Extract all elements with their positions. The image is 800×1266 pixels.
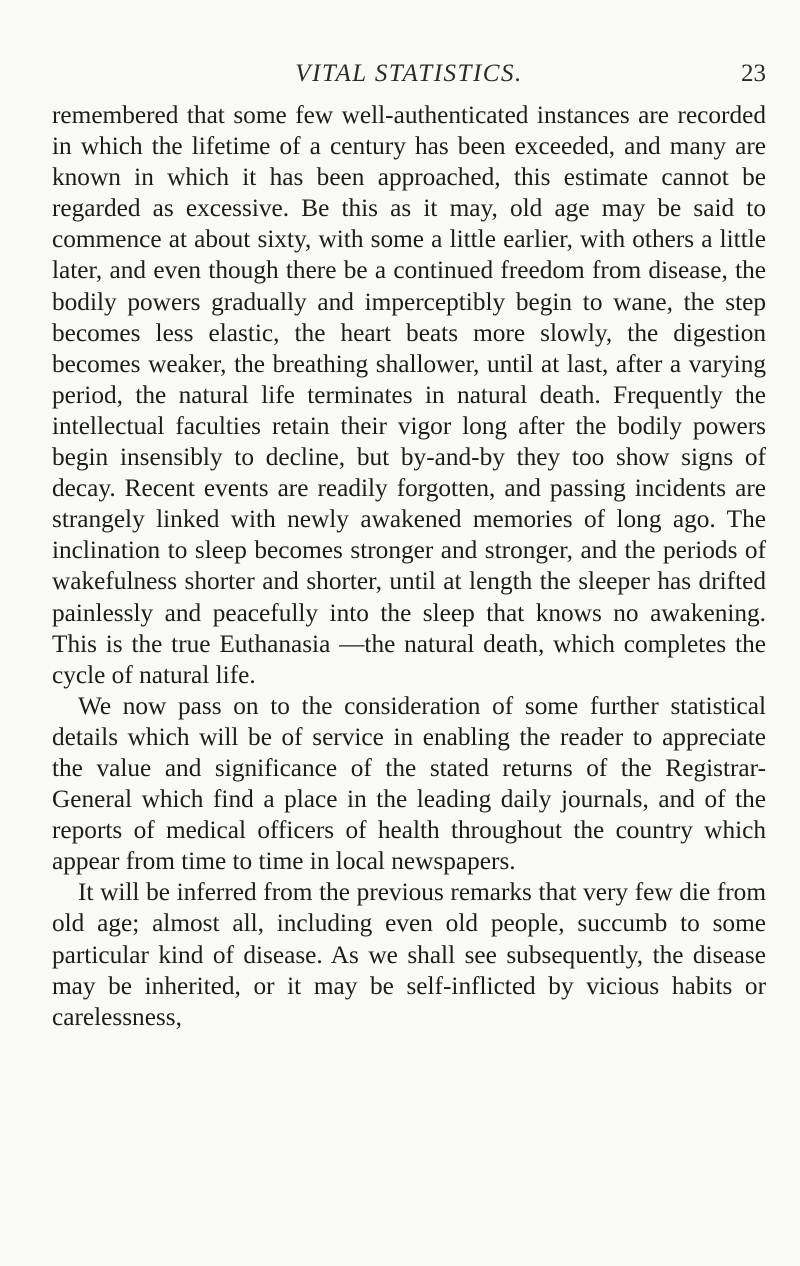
paragraph-continued: remembered that some few well-authenticated instances are recorded in which the lifetime of a century has been exceeded, and many are known in which it has been approached, this estimate cannot be regarded as excessive. Be this as it may, old age may be said to commence at about sixty, with some a little earlier, with others a little later, and even though there be a continued freedom from disease, the bodily powers gradually and imperceptibly begin to wane, the step becomes less elastic, the heart beats more slowly, the digestion becomes weaker, the breathing shallower, until at last, after a varying period, the natural life terminates in natural death. Frequently the intellectual faculties retain their vigor long after the bodily powers begin insensibly to decline, but by-and-by they too show signs of decay. Recent events are readily forgotten, and passing incidents are strangely linked with newly awakened memories of long ago. The inclination to sleep becomes stronger and stronger, and the periods of wakefulness shorter and shorter, until at length the sleeper has drifted painlessly and peacefully into the sleep that knows no awakening. This is the true Euthanasia —the natural death, which completes the cycle of natural life.	[52, 101, 766, 689]
paragraph-statistical-details: We now pass on to the consideration of some further statistical details which will be of service in enabling the reader to appreciate the value and significance of the stated returns of the Registrar-General which find a place in the leading daily journals, and of the reports of medical officers of health throughout the country which appear from time to time in local newspapers.	[52, 691, 766, 876]
body-text	[52, 100, 766, 1033]
paragraph-old-age: It will be inferred from the previous remarks that very few die from old age; almost all, including even old people, succumb to some particular kind of disease. As we shall see subsequently, the disease may be inherited, or it may be self-inflicted by vicious habits or carelessness,	[52, 878, 766, 1031]
page-number: 23	[741, 60, 766, 87]
running-title: VITAL STATISTICS.	[295, 60, 523, 87]
page-header	[52, 54, 766, 94]
